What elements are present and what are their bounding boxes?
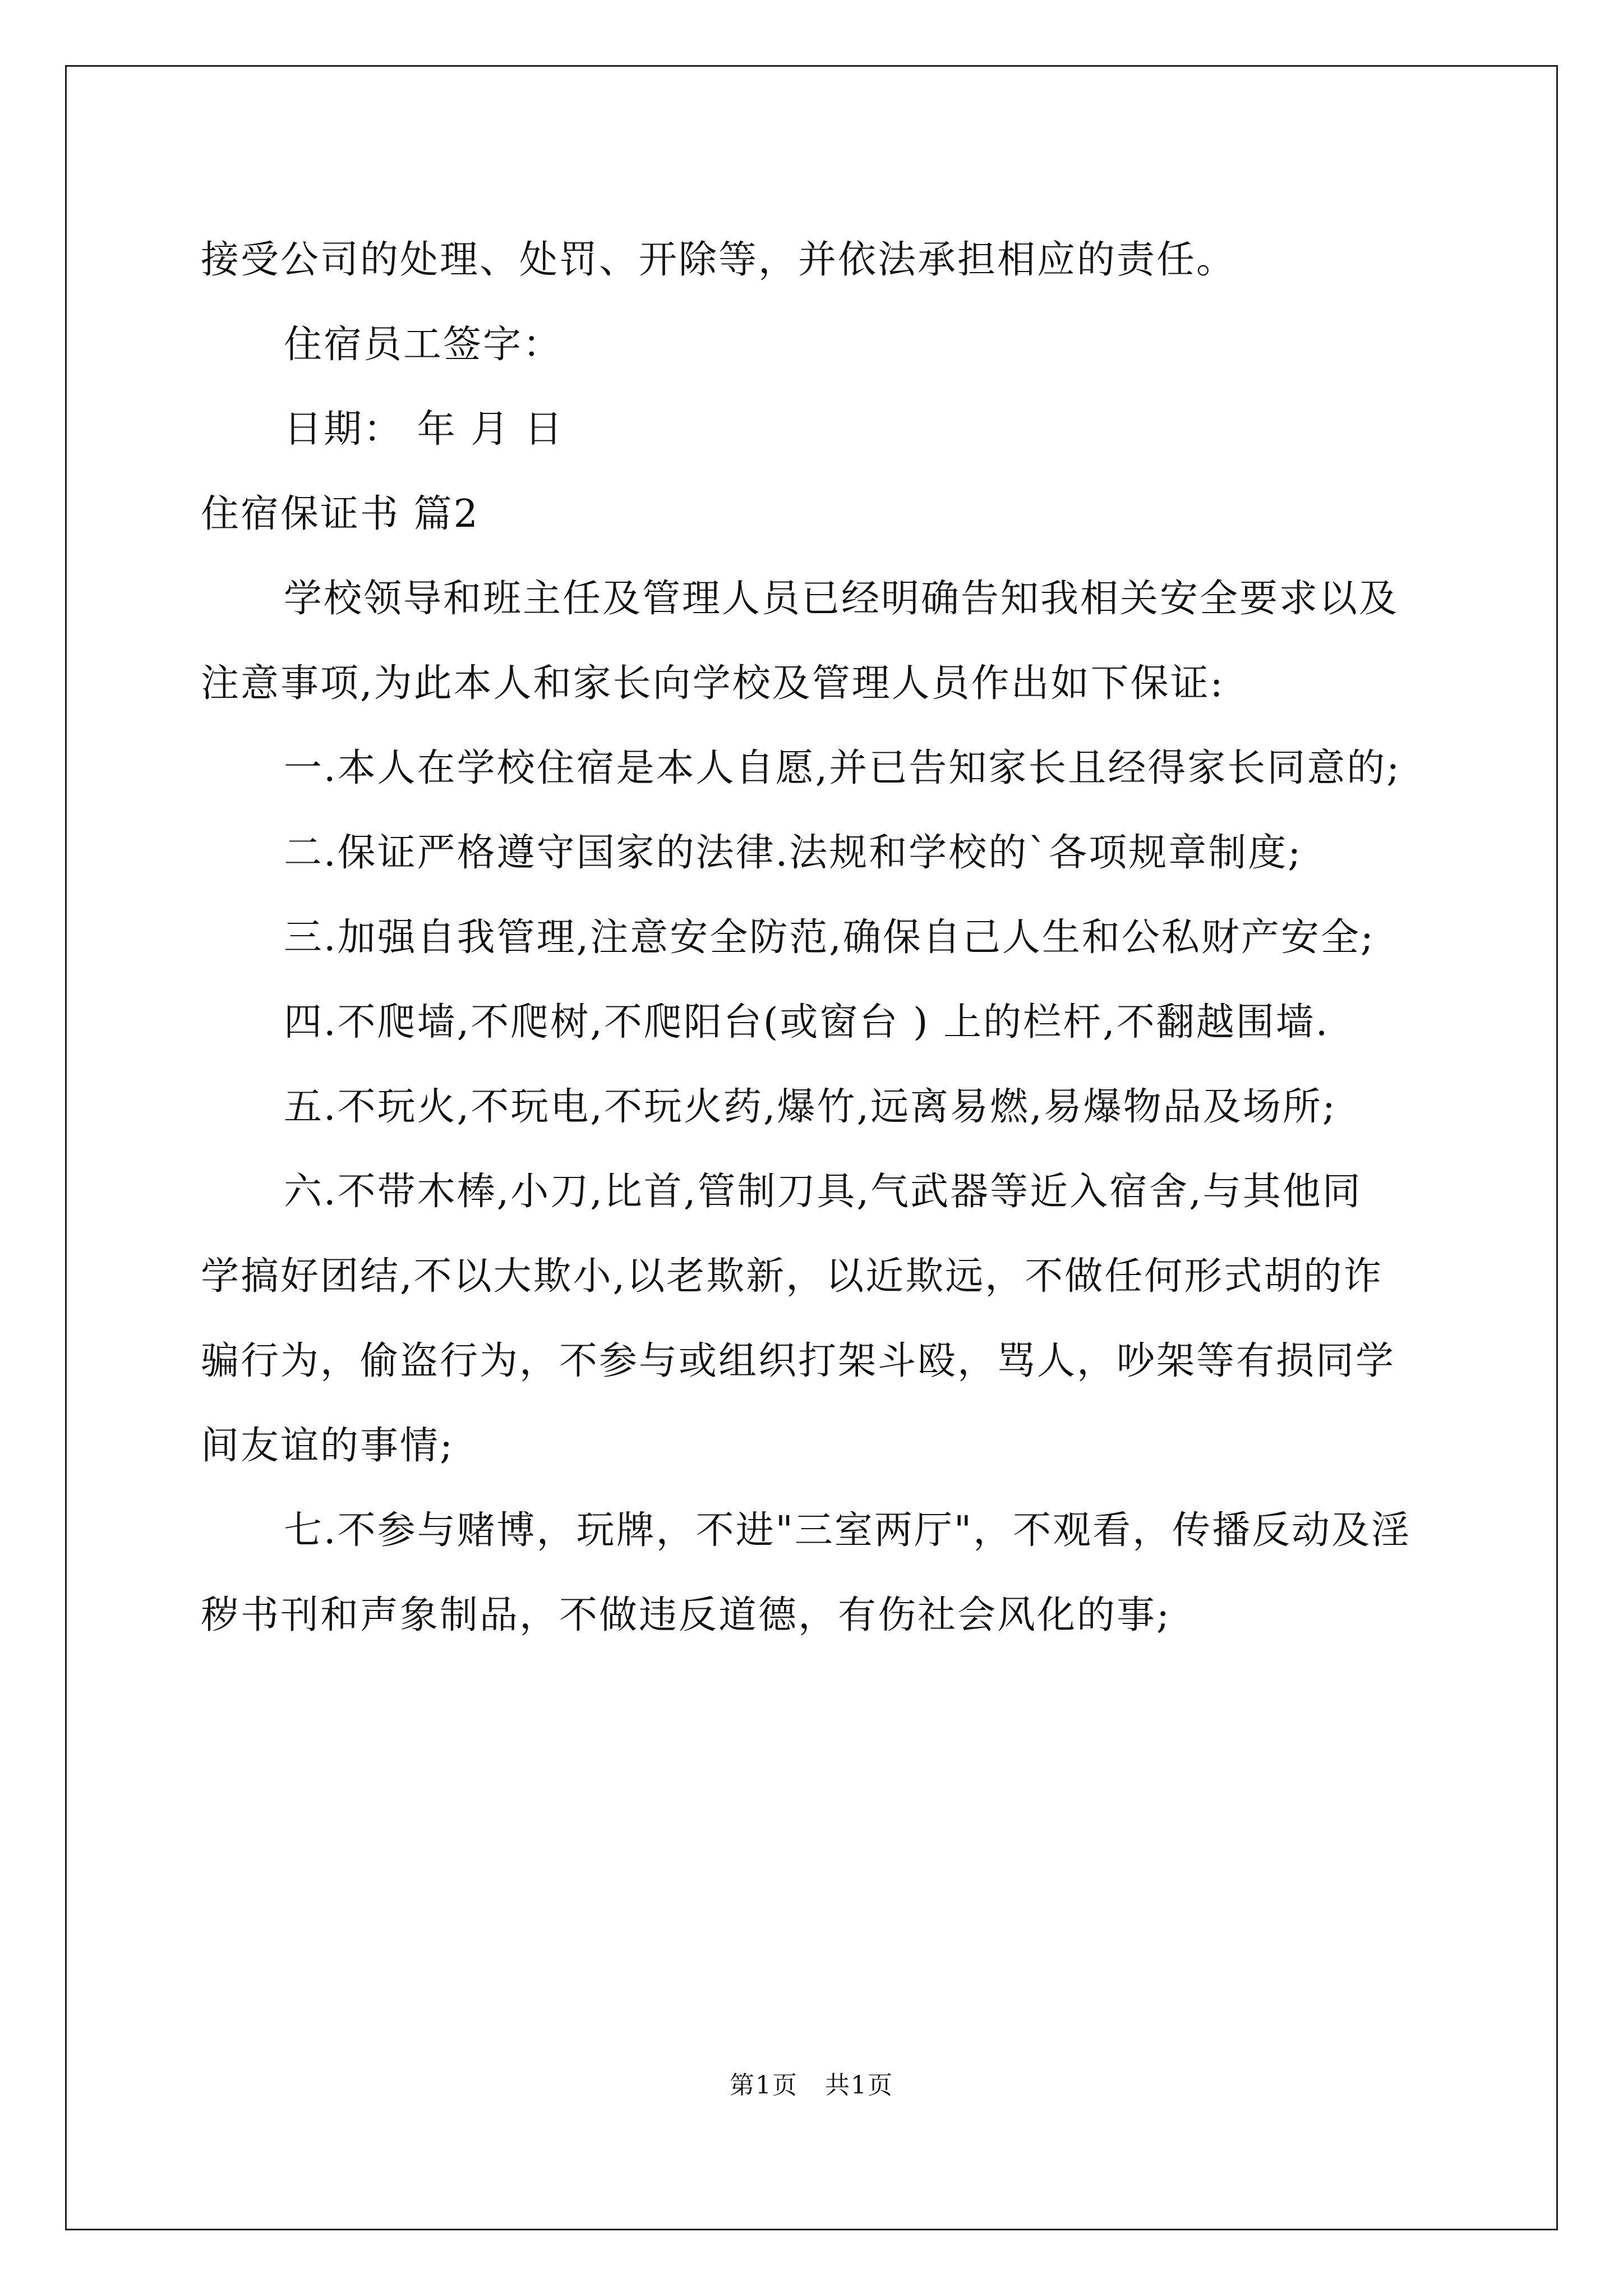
text-line: 注意事项,为此本人和家长向学校及管理人员作出如下保证:: [201, 661, 1225, 706]
pledge-item-1: 一.本人在学校住宿是本人自愿,并已告知家长且经得家长同意的;: [284, 746, 1401, 790]
pledge-item-2: 二.保证严格遵守国家的法律.法规和学校的`各项规章制度;: [284, 831, 1303, 875]
text-line: 学校领导和班主任及管理人员已经明确告知我相关安全要求以及: [284, 577, 1399, 621]
pledge-item-5: 五.不玩火,不玩电,不玩火药,爆竹,远离易燃,易爆物品及场所;: [284, 1085, 1337, 1129]
document-body: [201, 218, 1432, 1658]
text-line: 接受公司的处理、处罚、开除等，并依法承担相应的责任。: [201, 238, 1237, 282]
text-line: 骗行为，偷盗行为，不参与或组织打架斗殴，骂人，吵架等有损同学: [201, 1339, 1396, 1383]
signature-line: 住宿员工签字：: [284, 323, 563, 367]
page-number: 第1页: [730, 2071, 798, 2100]
section-heading: 住宿保证书 篇2: [201, 492, 479, 536]
pledge-item-4: 四.不爬墙,不爬树,不爬阳台(或窗台 ) 上的栏杆,不翻越围墙.: [284, 1000, 1330, 1045]
text-line: 间友谊的事情;: [201, 1424, 454, 1468]
page-footer: [0, 2069, 1623, 2102]
page-total: 共1页: [825, 2071, 893, 2100]
date-line: 日期： 年 月 日: [284, 407, 564, 452]
text-line: 学搞好团结,不以大欺小,以老欺新，以近欺远，不做任何形式胡的诈: [201, 1254, 1384, 1299]
text-line: 秽书刊和声象制品，不做违反道德，有伤社会风化的事;: [201, 1593, 1171, 1637]
pledge-item-7: 七.不参与赌博，玩牌，不进"三室两厅"，不观看，传播反动及淫: [284, 1508, 1412, 1553]
pledge-item-6: 六.不带木棒,小刀,比首,管制刀具,气武器等近入宿舍,与其他同: [284, 1170, 1362, 1214]
pledge-item-3: 三.加强自我管理,注意安全防范,确保自己人生和公私财产安全;: [284, 915, 1375, 960]
